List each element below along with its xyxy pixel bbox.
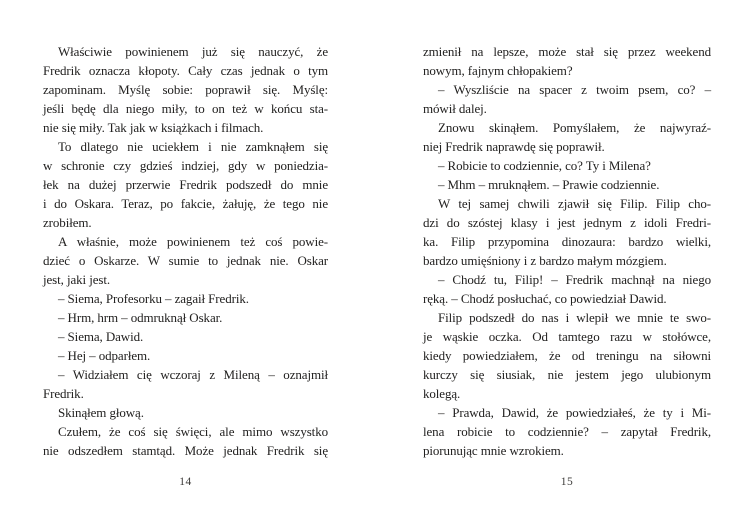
text-line: nie się miły. Tak jak w książkach i filmach.: [43, 120, 264, 135]
text-line: Fredrik oznacza kłopoty. Cały czas jednak o tym: [43, 63, 328, 78]
text-line: kolegą.: [423, 386, 461, 401]
page-number-right: 15: [560, 476, 574, 488]
page-right-text-block: [423, 42, 711, 460]
text-line: – Siema, Dawid.: [58, 329, 144, 344]
text-line: A właśnie, może powinienem też coś powie-: [58, 234, 328, 249]
text-line: zmienił na lepsze, może stał się przez weekend: [423, 44, 711, 59]
text-line: – Chodź tu, Filip! – Fredrik machnął na niego: [438, 272, 711, 287]
text-line: ka. Filip przypomina dinozaura: bardzo wielki,: [423, 234, 711, 249]
text-line: dzi do szóstej klasy i jest jednym z idoli Fredri-: [423, 215, 711, 230]
text-line: jeśli będę dla niego miły, to on też w końcu sta-: [43, 101, 328, 116]
text-line: – Wyszliście na spacer z twoim psem, co? –: [438, 82, 711, 97]
text-line: – Hej – odparłem.: [58, 348, 151, 363]
text-line: Właściwie powinienem już się nauczyć, że: [58, 44, 328, 59]
text-line: Znowu skinąłem. Pomyślałem, że najwyraź-: [438, 120, 711, 135]
text-line: – Prawda, Dawid, że powiedziałeś, że ty i Mi-: [438, 405, 711, 420]
text-line: łek na dużej przerwie Fredrik podszedł do mnie: [43, 177, 328, 192]
text-line: ręką. – Chodź posłuchać, co powiedział Dawid.: [423, 291, 667, 306]
text-line: niej Fredrik naprawdę się poprawił.: [423, 139, 605, 154]
text-line: i do Oskara. Teraz, po fakcie, żałuję, że tego nie: [43, 196, 328, 211]
text-line: – Hrm, hrm – odmruknął Oskar.: [58, 310, 223, 325]
text-line: piorunując mnie wzrokiem.: [423, 443, 564, 458]
text-line: bardzo umięśniony i z bardzo małym mózgiem.: [423, 253, 667, 268]
text-line: – Siema, Profesorku – zagaił Fredrik.: [58, 291, 249, 306]
text-line: zrobiłem.: [43, 215, 92, 230]
text-line: zapominam. Myślę sobie: poprawił się. Myślę:: [43, 82, 328, 97]
text-line: Skinąłem głową.: [58, 405, 144, 420]
text-line: nowym, fajnym chłopakiem?: [423, 63, 573, 78]
text-line: nie odszedłem stamtąd. Może jednak Fredrik się: [43, 443, 328, 458]
text-line: jest, jaki jest.: [43, 272, 110, 287]
text-line: To dlatego nie uciekłem i nie zamknąłem się: [58, 139, 328, 154]
text-line: dzieć o Oskarze. W sumie to jednak nie. Oskar: [43, 253, 328, 268]
text-line: mówił dalej.: [423, 101, 487, 116]
text-line: – Widziałem cię wczoraj z Mileną – oznajmił: [58, 367, 328, 382]
text-line: – Robicie to codziennie, co? Ty i Milena?: [438, 158, 651, 173]
text-line: Filip podszedł do nas i wlepił we mnie te swo-: [438, 310, 711, 325]
text-line: je wąskie oczka. Od tamtego razu w stołówce,: [423, 329, 711, 344]
text-line: Czułem, że coś się święci, ale mimo wszystko: [58, 424, 328, 439]
text-line: kurczy się siusiak, nie jestem jego ulubionym: [423, 367, 711, 382]
page-left-text-block: [43, 42, 328, 460]
text-line: W tej samej chwili zjawił się Filip. Filip cho-: [438, 196, 711, 211]
text-line: – Mhm – mruknąłem. – Prawie codziennie.: [438, 177, 660, 192]
text-line: kiedy powiedziałem, że od treningu na siłowni: [423, 348, 711, 363]
text-line: lena robicie to codziennie? – zapytał Fredrik,: [423, 424, 711, 439]
text-line: Fredrik.: [43, 386, 84, 401]
page-number-left: 14: [179, 476, 192, 488]
text-line: w schronie czy gdzieś indziej, gdy w poniedzia-: [43, 158, 328, 173]
